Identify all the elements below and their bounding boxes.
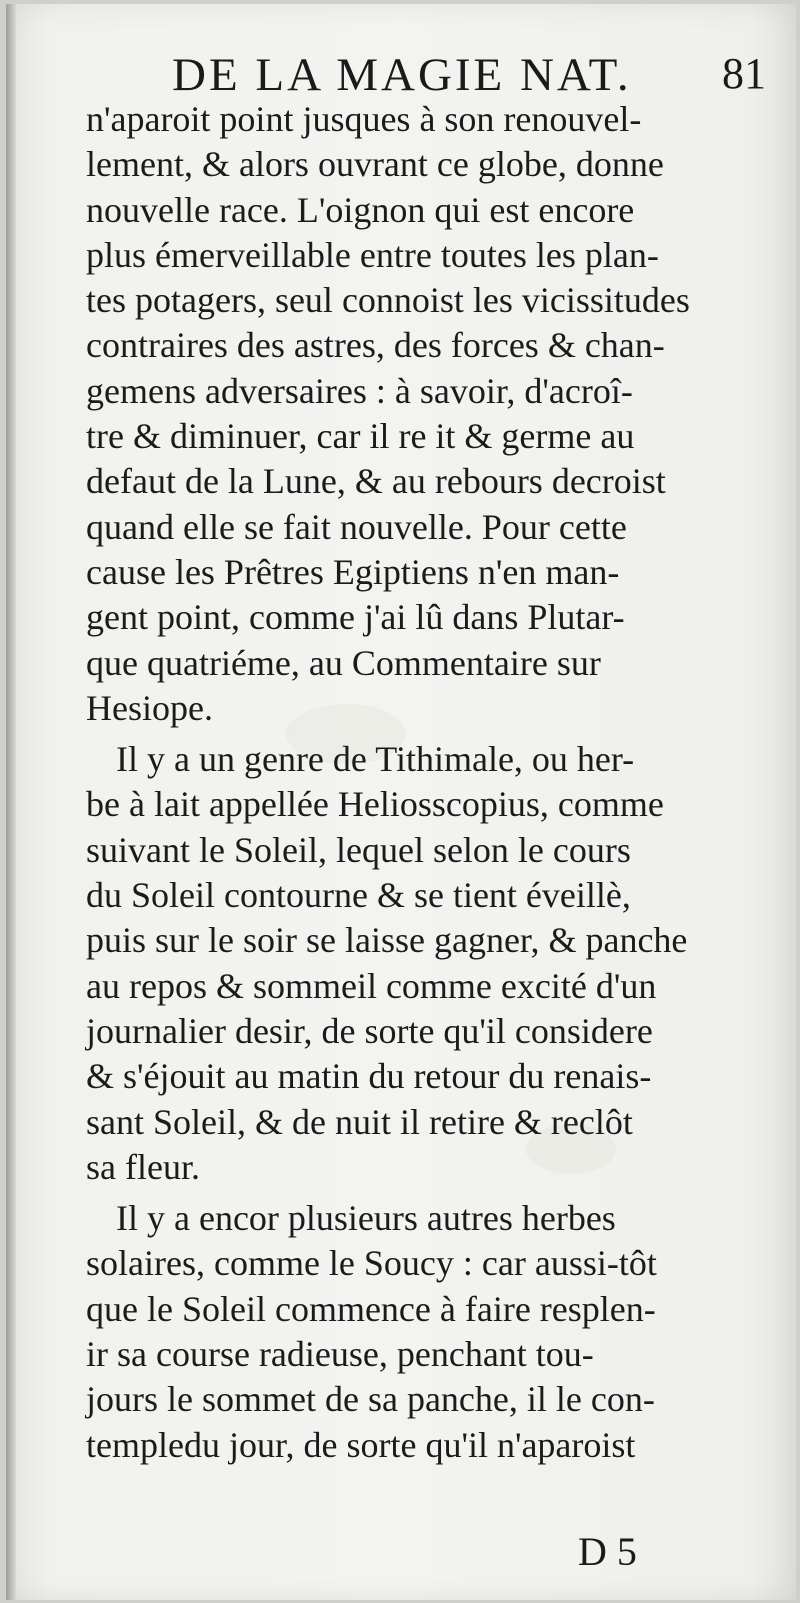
signature-mark: D 5 bbox=[578, 1529, 637, 1574]
text-line: jours le sommet de sa panche, il le con- bbox=[86, 1379, 655, 1420]
text-line: n'aparoit point jusques à son renouvel- bbox=[86, 99, 642, 139]
text-line: ir sa course radieuse, penchant tou- bbox=[86, 1334, 594, 1375]
text-line: journalier desir, de sorte qu'il considere bbox=[86, 1010, 653, 1051]
text-line: suivant le Soleil, lequel selon le cours bbox=[86, 829, 631, 870]
page-gutter-edge bbox=[6, 4, 16, 1600]
text-line: plus émerveillable entre toutes les plan- bbox=[86, 234, 659, 275]
text-line: nouvelle race. L'oignon qui est encore bbox=[86, 189, 635, 230]
text-line: sa fleur. bbox=[86, 1146, 200, 1187]
text-line: quand elle se fait nouvelle. Pour cette bbox=[86, 506, 627, 547]
body-text bbox=[86, 97, 776, 1468]
running-title: DE LA MAGIE NAT. bbox=[172, 49, 632, 101]
text-line: lement, & alors ouvrant ce globe, donne bbox=[86, 144, 664, 185]
text-line: sant Soleil, & de nuit il retire & reclôt bbox=[86, 1101, 633, 1142]
text-line: Hesiope. bbox=[86, 687, 213, 728]
paragraph-first-line: Il y a encor plusieurs autres herbes bbox=[116, 1198, 616, 1239]
text-line: gemens adversaires : à savoir, d'acroî- bbox=[86, 370, 633, 411]
text-line: defaut de la Lune, & au rebours decroist bbox=[86, 461, 666, 502]
text-line: cause les Prêtres Egiptiens n'en man- bbox=[86, 551, 620, 592]
text-line: du Soleil contourne & se tient éveillè, bbox=[86, 875, 631, 916]
page-number: 81 bbox=[722, 49, 766, 98]
text-line: que le Soleil commence à faire resplen- bbox=[86, 1288, 656, 1329]
text-line: gent point, comme j'ai lû dans Plutar- bbox=[86, 597, 625, 638]
text-line: tes potagers, seul connoist les vicissitudes bbox=[86, 280, 690, 321]
text-line: au repos & sommeil comme excité d'un bbox=[86, 965, 657, 1006]
paragraph-first-line: Il y a un genre de Tithimale, ou her- bbox=[116, 739, 635, 780]
text-line: be à lait appellée Heliosscopius, comme bbox=[86, 784, 664, 825]
text-line: tre & diminuer, car il re it & germe au bbox=[86, 416, 635, 457]
text-line: contraires des astres, des forces & chan- bbox=[86, 325, 665, 366]
text-line: que quatriéme, au Commentaire sur bbox=[86, 642, 601, 683]
text-line: puis sur le soir se laisse gagner, & panche bbox=[86, 920, 688, 961]
text-line: templedu jour, de sorte qu'il n'aparoist bbox=[86, 1424, 636, 1465]
text-line: & s'éjouit au matin du retour du renais- bbox=[86, 1056, 652, 1097]
text-line: solaires, comme le Soucy : car aussi-tôt bbox=[86, 1243, 657, 1284]
